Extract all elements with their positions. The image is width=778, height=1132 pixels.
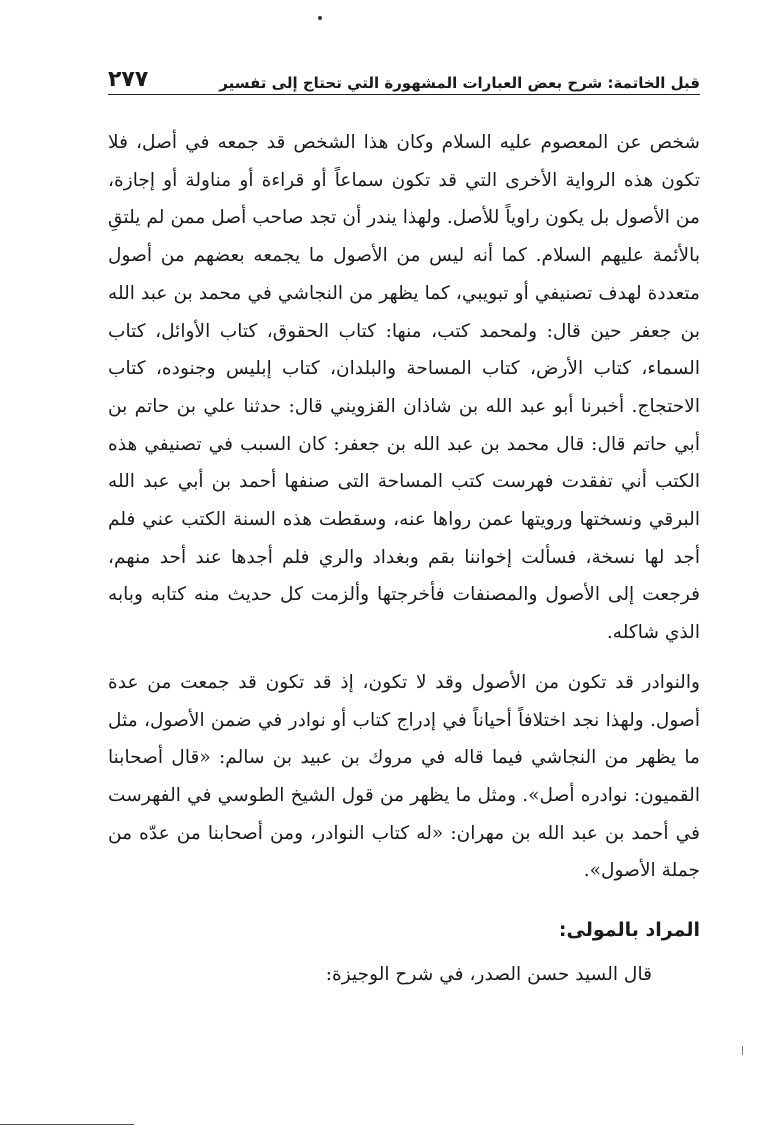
margin-mark: [742, 1046, 746, 1055]
ink-dot: [318, 16, 322, 20]
paragraph-2: والنوادر قد تكون من الأصول وقد لا تكون، إذ قد تكون قد جمعت من عدة أصول. ولهذا نجد اختلافاً أحياناً في إدراج كتاب أو نوادر في ضمن الأصول، مثل ما يظهر من النجاشي فيما قاله في مروك بن عبيد بن سالم: «قال أصحابنا القميون: نوادره أصل». ومثل ما يظهر من قول الشيخ الطوسي في الفهرست في أحمد بن عبد الله بن مهران: «له كتاب النوادر، ومن أصحابنا من عدّه من جملة الأصول».: [108, 671, 700, 882]
running-title: قبل الخاتمة: شرح بعض العبارات المشهورة التي تحتاج إلى تفسير: [219, 74, 700, 92]
page-number: ٢٧٧: [108, 67, 149, 92]
page-header: [108, 62, 700, 92]
footnote-rule: [0, 1124, 134, 1125]
page-body: [108, 124, 700, 993]
header-divider: [108, 94, 700, 95]
section-first-line: قال السيد حسن الصدر، في شرح الوجيزة:: [325, 964, 652, 986]
section-heading: المراد بالمولى:: [558, 919, 700, 942]
paragraph-1: شخص عن المعصوم عليه السلام وكان هذا الشخص قد جمعه في أصل، فلا تكون هذه الرواية الأخرى التي قد تكون سماعاً أو قراءة أو مناولة أو إجازة، من الأصول بل يكون راوياً للأصل. ولهذا يندر أن تجد صاحب أصل ممن لم يلتقِ بالأئمة عليهم السلام. كما أنه ليس من الأصول ما يجمعه بعضهم من أصول متعددة لهدف تصنيفي أو تبويبي، كما يظهر من النجاشي في محمد بن عبد الله بن جعفر حين قال: ولمحمد كتب، منها: كتاب الحقوق، كتاب الأوائل، كتاب السماء، كتاب الأرض، كتاب المساحة والبلدان، كتاب إبليس وجنوده، كتاب الاحتجاج. أخبرنا أبو عبد الله بن شاذان القزويني قال: حدثنا علي بن حاتم بن أبي حاتم قال: قال محمد بن عبد الله بن جعفر: كان السبب في تصنيفي هذه الكتب أني تفقدت فهرست كتب المساحة التى صنفها أحمد بن أبي عبد الله البرقي ونسختها ورويتها عمن رواها عنه، وسقطت هذه السنة الكتب عني فلم أجد لها نسخة، فسألت إخواننا بقم وبغداد والري فلم أجدها عند أحد منهم، فرجعت إلى الأصول والمصنفات فأخرجتها وألزمت كل حديث منه كتابه وبابه الذي شاكله.: [108, 132, 700, 644]
